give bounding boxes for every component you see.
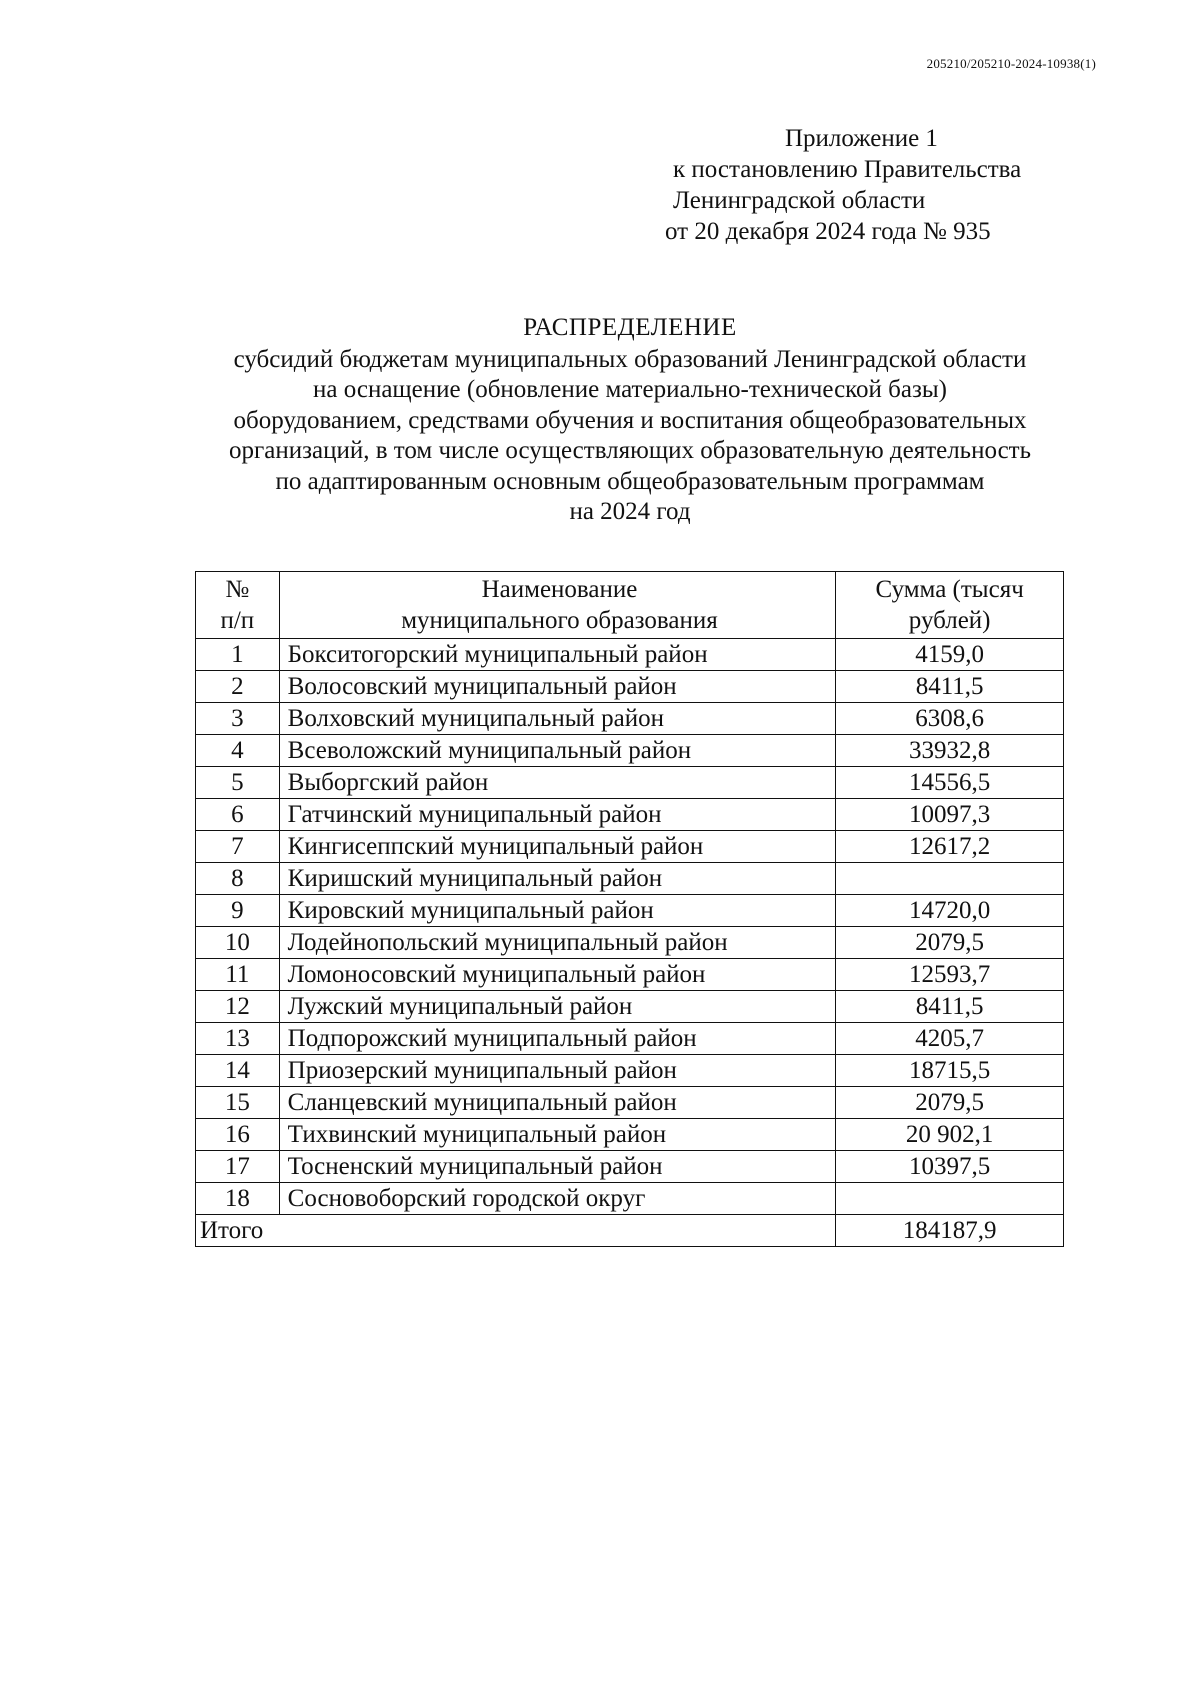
table-body xyxy=(196,639,1064,1247)
row-municipality: Волосовский муниципальный район xyxy=(279,671,836,703)
header-number-line-2: п/п xyxy=(220,607,255,634)
table-row xyxy=(196,863,1064,895)
header-number-line-1: № xyxy=(225,576,250,603)
row-sum: 4205,7 xyxy=(836,1023,1064,1055)
header-row xyxy=(196,572,1064,639)
table-row xyxy=(196,767,1064,799)
row-number: 18 xyxy=(196,1183,280,1215)
row-sum: 20 902,1 xyxy=(836,1119,1064,1151)
row-number: 2 xyxy=(196,671,280,703)
table-row xyxy=(196,639,1064,671)
table-row xyxy=(196,703,1064,735)
row-municipality: Приозерский муниципальный район xyxy=(279,1055,836,1087)
row-number: 8 xyxy=(196,863,280,895)
title-line: организаций, в том числе осуществляющих образовательную деятельность xyxy=(228,437,1032,464)
row-sum: 10397,5 xyxy=(836,1151,1064,1183)
row-sum: 10097,3 xyxy=(836,799,1064,831)
title-line: на оснащение (обновление материально-технической базы) xyxy=(313,376,947,403)
header-sum xyxy=(836,572,1064,639)
row-number: 14 xyxy=(196,1055,280,1087)
row-municipality: Сосновоборский городской округ xyxy=(279,1183,836,1215)
row-sum: 2079,5 xyxy=(836,927,1064,959)
row-number: 1 xyxy=(196,639,280,671)
title-heading: РАСПРЕДЕЛЕНИЕ xyxy=(523,314,737,341)
title-line: по адаптированным основным общеобразовательным программам xyxy=(275,467,985,495)
row-municipality: Киришский муниципальный район xyxy=(279,863,836,895)
title-line: субсидий бюджетам муниципальных образований Ленинградской области xyxy=(233,345,1027,373)
row-number: 7 xyxy=(196,831,280,863)
row-number: 17 xyxy=(196,1151,280,1183)
row-municipality: Тихвинский муниципальный район xyxy=(279,1119,836,1151)
row-sum: 12617,2 xyxy=(836,831,1064,863)
row-number: 12 xyxy=(196,991,280,1023)
row-municipality: Подпорожский муниципальный район xyxy=(279,1023,836,1055)
row-number: 6 xyxy=(196,799,280,831)
row-number: 4 xyxy=(196,735,280,767)
row-number: 5 xyxy=(196,767,280,799)
row-municipality: Бокситогорский муниципальный район xyxy=(279,639,836,671)
row-municipality: Сланцевский муниципальный район xyxy=(279,1087,836,1119)
table-row xyxy=(196,831,1064,863)
table-row xyxy=(196,1183,1064,1215)
table-row xyxy=(196,735,1064,767)
row-sum: 14556,5 xyxy=(836,767,1064,799)
row-municipality: Кингисеппский муниципальный район xyxy=(279,831,836,863)
row-municipality: Ломоносовский муниципальный район xyxy=(279,959,836,991)
distribution-table xyxy=(195,571,1064,1247)
table-row xyxy=(196,799,1064,831)
table-row xyxy=(196,1023,1064,1055)
row-sum: 2079,5 xyxy=(836,1087,1064,1119)
row-municipality: Лужский муниципальный район xyxy=(279,991,836,1023)
title-line: оборудованием, средствами обучения и воспитания общеобразовательных xyxy=(233,406,1027,434)
row-number: 13 xyxy=(196,1023,280,1055)
row-number: 15 xyxy=(196,1087,280,1119)
header-name-line-2: муниципального образования xyxy=(401,607,718,634)
row-number: 3 xyxy=(196,703,280,735)
total-label: Итого xyxy=(196,1215,836,1247)
row-number: 10 xyxy=(196,927,280,959)
appendix-line-1: Приложение 1 xyxy=(785,125,938,152)
row-sum xyxy=(836,1183,1064,1215)
table-row xyxy=(196,1055,1064,1087)
header-name xyxy=(279,572,836,639)
appendix-line-2: к постановлению Правительства xyxy=(673,156,1022,183)
row-sum xyxy=(836,863,1064,895)
table-row xyxy=(196,927,1064,959)
table-row xyxy=(196,959,1064,991)
row-municipality: Всеволожский муниципальный район xyxy=(279,735,836,767)
row-sum: 14720,0 xyxy=(836,895,1064,927)
row-municipality: Гатчинский муниципальный район xyxy=(279,799,836,831)
row-number: 9 xyxy=(196,895,280,927)
appendix-block xyxy=(665,123,1021,247)
total-sum: 184187,9 xyxy=(836,1215,1064,1247)
table-row xyxy=(196,1087,1064,1119)
table-row xyxy=(196,1151,1064,1183)
row-sum: 6308,6 xyxy=(836,703,1064,735)
row-municipality: Лодейнопольский муниципальный район xyxy=(279,927,836,959)
row-sum: 8411,5 xyxy=(836,671,1064,703)
table-row xyxy=(196,895,1064,927)
header-name-line-1: Наименование xyxy=(481,576,638,603)
row-number: 16 xyxy=(196,1119,280,1151)
row-sum: 8411,5 xyxy=(836,991,1064,1023)
row-municipality: Кировский муниципальный район xyxy=(279,895,836,927)
table-row xyxy=(196,991,1064,1023)
appendix-line-4: от 20 декабря 2024 года № 935 xyxy=(665,218,991,245)
row-sum: 4159,0 xyxy=(836,639,1064,671)
total-row xyxy=(196,1215,1064,1247)
header-sum-line-1: Сумма (тысяч xyxy=(875,576,1024,603)
row-municipality: Выборгский район xyxy=(279,767,836,799)
header-sum-line-2: рублей) xyxy=(908,607,991,634)
row-municipality: Тосненский муниципальный район xyxy=(279,1151,836,1183)
appendix-line-3: Ленинградской области xyxy=(673,187,926,214)
table-header xyxy=(196,572,1064,639)
table-row xyxy=(196,1119,1064,1151)
row-sum: 12593,7 xyxy=(836,959,1064,991)
document-title xyxy=(150,313,1110,528)
row-municipality: Волховский муниципальный район xyxy=(279,703,836,735)
row-sum: 33932,8 xyxy=(836,735,1064,767)
row-sum: 18715,5 xyxy=(836,1055,1064,1087)
document-id: 205210/205210-2024-10938(1) xyxy=(926,56,1096,71)
header-number xyxy=(196,572,280,639)
table-row xyxy=(196,671,1064,703)
row-number: 11 xyxy=(196,959,280,991)
title-line: на 2024 год xyxy=(569,498,691,525)
